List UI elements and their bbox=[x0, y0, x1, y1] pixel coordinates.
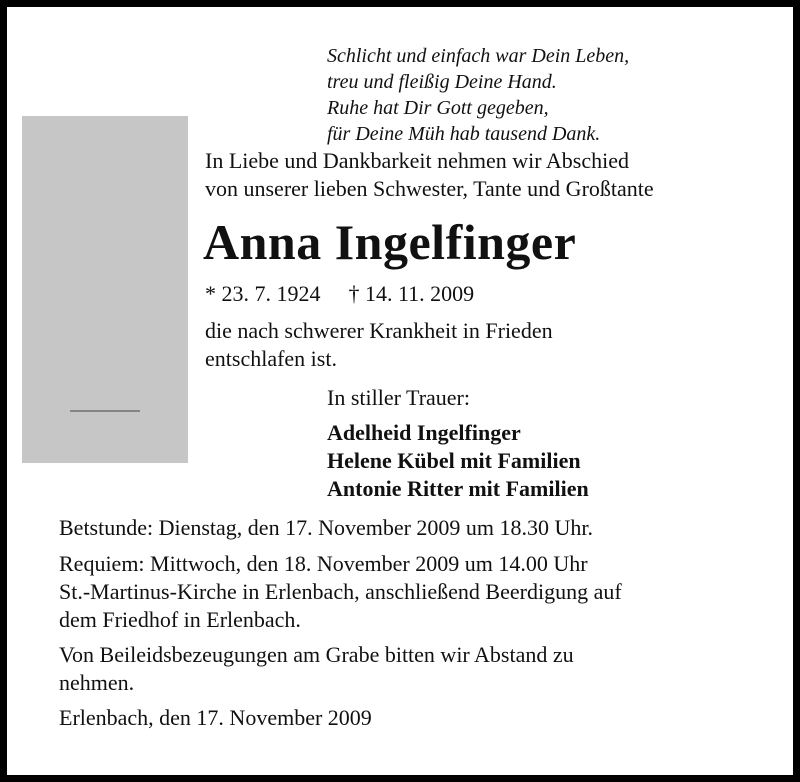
notice-line: Erlenbach, den 17. November 2009 bbox=[59, 705, 372, 730]
poem bbox=[327, 43, 767, 147]
notice-line: nehmen. bbox=[59, 670, 135, 695]
photo-caption-mark bbox=[70, 410, 140, 412]
passing-text bbox=[205, 317, 765, 373]
prayer-service-notice bbox=[59, 514, 759, 542]
intro-text bbox=[205, 147, 765, 203]
deceased-name: Anna Ingelfinger bbox=[203, 214, 577, 270]
poem-line: treu und fleißig Deine Hand. bbox=[327, 71, 557, 93]
notice-line: Requiem: Mittwoch, den 18. November 2009 um 14.00 Uhr bbox=[59, 551, 588, 576]
notice-line: Betstunde: Dienstag, den 17. November 2009 um 18.30 Uhr. bbox=[59, 515, 594, 540]
notice-line: dem Friedhof in Erlenbach. bbox=[59, 607, 301, 632]
birth-date: * 23. 7. 1924 bbox=[205, 281, 321, 306]
photo-placeholder bbox=[22, 116, 188, 463]
condolence-notice bbox=[59, 641, 759, 697]
notice-line: St.-Martinus-Kirche in Erlenbach, anschließend Beerdigung auf bbox=[59, 579, 622, 604]
death-date: † 14. 11. 2009 bbox=[348, 281, 475, 306]
intro-line: von unserer lieben Schwester, Tante und Großtante bbox=[205, 176, 654, 201]
mourners-list bbox=[327, 419, 767, 503]
passing-line: entschlafen ist. bbox=[205, 346, 337, 371]
mourner-name: Helene Kübel mit Familien bbox=[327, 448, 581, 473]
mourner-name: Antonie Ritter mit Familien bbox=[327, 476, 589, 501]
mourner-name: Adelheid Ingelfinger bbox=[327, 420, 521, 445]
poem-line: für Deine Müh hab tausend Dank. bbox=[327, 123, 601, 145]
poem-line: Ruhe hat Dir Gott gegeben, bbox=[327, 97, 549, 119]
place-date bbox=[59, 704, 759, 732]
poem-line: Schlicht und einfach war Dein Leben, bbox=[327, 45, 630, 67]
notice-line: Von Beileidsbezeugungen am Grabe bitten wir Abstand zu bbox=[59, 642, 574, 667]
intro-line: In Liebe und Dankbarkeit nehmen wir Abschied bbox=[205, 148, 629, 173]
requiem-notice bbox=[59, 550, 759, 634]
mourning-label: In stiller Trauer: bbox=[327, 385, 470, 410]
life-dates bbox=[205, 279, 765, 309]
passing-line: die nach schwerer Krankheit in Frieden bbox=[205, 318, 553, 343]
